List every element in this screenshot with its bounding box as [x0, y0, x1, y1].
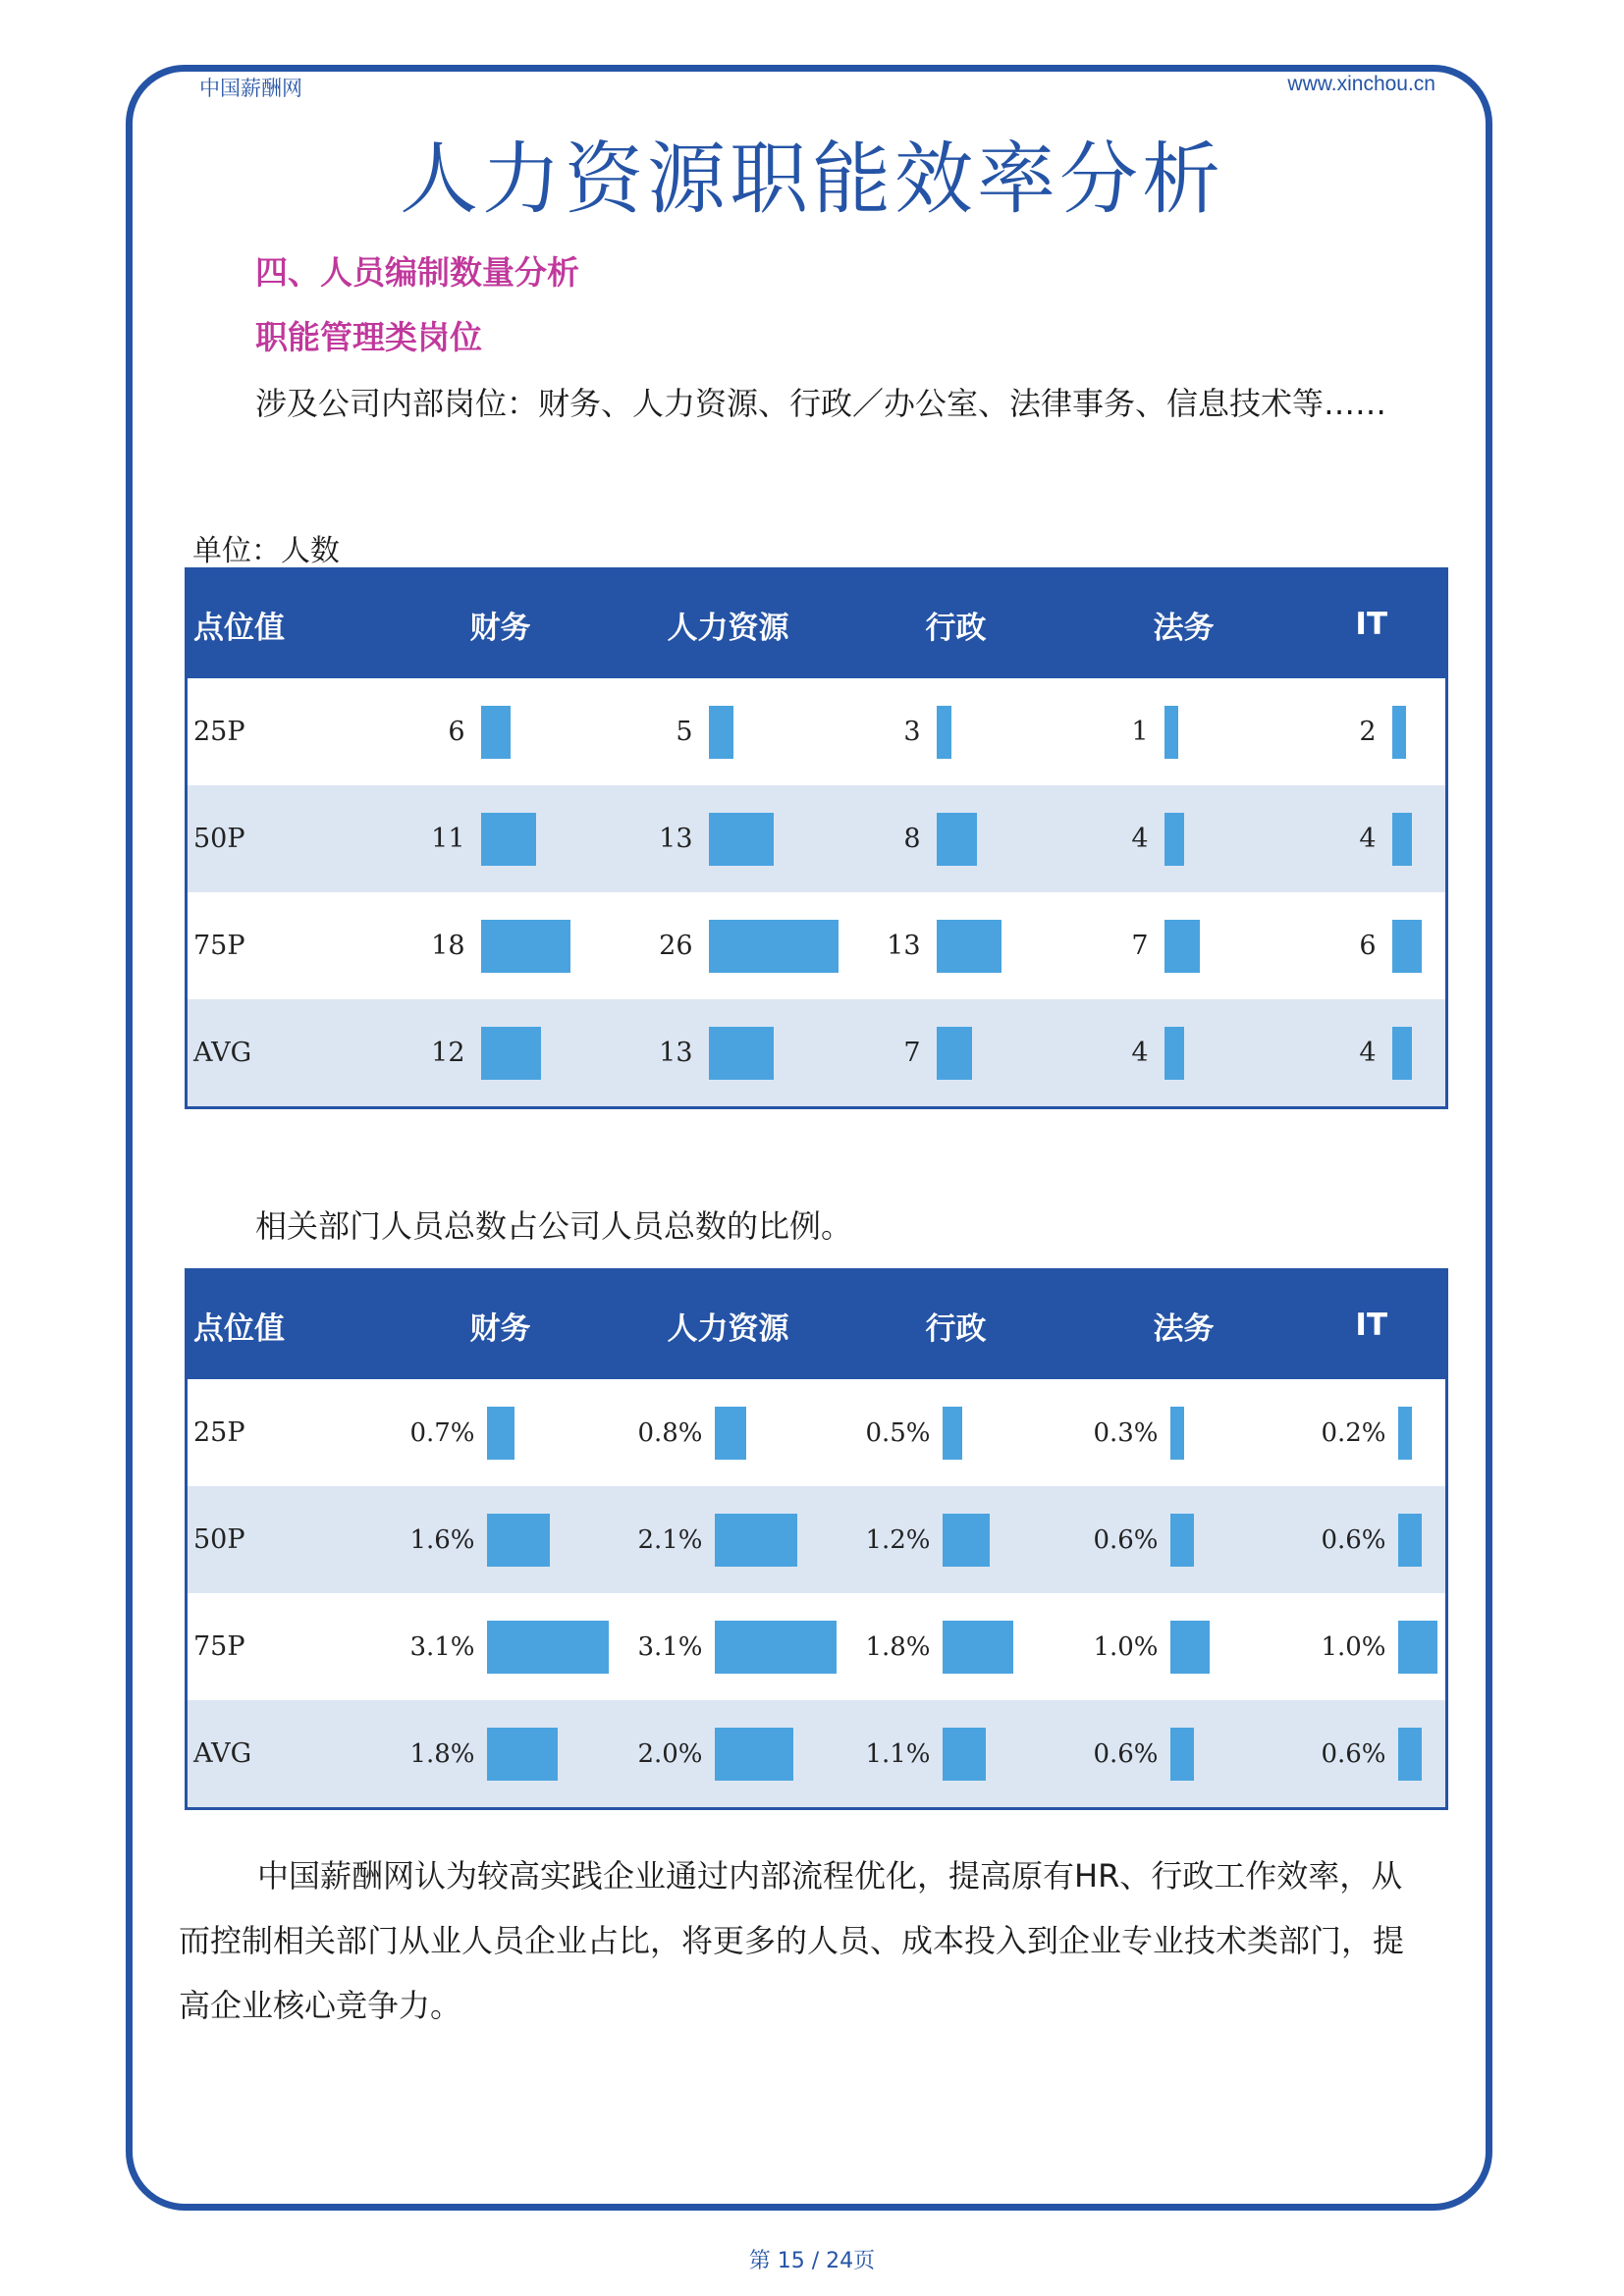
data-cell	[387, 999, 615, 1108]
data-cell	[1070, 999, 1298, 1108]
data-cell	[1298, 892, 1447, 999]
data-bar	[1398, 1514, 1422, 1567]
col-header: IT	[1298, 569, 1447, 679]
cell-value: 13	[887, 931, 921, 961]
data-cell	[615, 1486, 842, 1593]
data-cell	[1298, 1700, 1447, 1809]
data-bar	[1170, 1407, 1184, 1460]
col-header: 点位值	[187, 569, 387, 679]
intro-text: 涉及公司内部岗位：财务、人力资源、行政／办公室、法律事务、信息技术等……	[255, 385, 1387, 422]
col-header: 行政	[842, 1270, 1070, 1380]
data-cell	[1298, 785, 1447, 892]
data-bar	[1170, 1514, 1194, 1567]
table-row	[187, 999, 1447, 1108]
col-header: 法务	[1070, 1270, 1298, 1380]
data-bar	[715, 1728, 793, 1781]
data-bar	[487, 1728, 558, 1781]
data-cell	[387, 1700, 615, 1809]
cell-value: 18	[431, 931, 465, 961]
col-header: 法务	[1070, 569, 1298, 679]
table-row	[187, 1700, 1447, 1809]
data-bar	[943, 1621, 1013, 1674]
table-header-row	[187, 1270, 1447, 1380]
col-header: 人力资源	[615, 569, 842, 679]
cell-value: 0.7%	[409, 1417, 475, 1448]
table-row	[187, 678, 1447, 785]
data-cell	[387, 678, 615, 785]
data-bar	[937, 1027, 972, 1080]
data-cell	[1070, 1700, 1298, 1809]
col-header: 人力资源	[615, 1270, 842, 1380]
data-bar	[1164, 813, 1184, 866]
cell-value: 12	[431, 1038, 465, 1068]
data-cell	[1070, 678, 1298, 785]
data-bar	[709, 1027, 774, 1080]
cell-value: 1	[1131, 717, 1149, 747]
data-bar	[1164, 1027, 1184, 1080]
data-bar	[715, 1621, 837, 1674]
row-label: 75P	[193, 1631, 245, 1662]
cell-value: 1.8%	[865, 1631, 931, 1662]
data-cell	[1070, 785, 1298, 892]
data-cell	[1070, 892, 1298, 999]
data-cell	[615, 678, 842, 785]
row-label: 50P	[187, 1486, 387, 1593]
table-row	[187, 785, 1447, 892]
col-header: 财务	[387, 569, 615, 679]
data-cell	[842, 892, 1070, 999]
data-bar	[1392, 706, 1406, 759]
cell-value: 13	[659, 1038, 693, 1068]
data-bar	[481, 706, 511, 759]
data-bar	[709, 920, 839, 973]
table-row	[187, 892, 1447, 999]
data-bar	[1398, 1621, 1437, 1674]
conclusion-line: 高企业核心竞争力。	[179, 1987, 462, 2024]
data-cell	[1298, 1379, 1447, 1486]
conclusion-line: 中国薪酬网认为较高实践企业通过内部流程优化，提高原有HR、行政工作效率，从	[257, 1857, 1403, 1895]
data-cell	[615, 1593, 842, 1700]
data-bar	[1164, 706, 1178, 759]
col-header: 财务	[387, 1270, 615, 1380]
data-cell	[842, 678, 1070, 785]
cell-value: 4	[1359, 1038, 1377, 1068]
data-cell	[1070, 1486, 1298, 1593]
ratio-table	[185, 1268, 1448, 1810]
cell-value: 8	[903, 824, 921, 854]
cell-value: 3.1%	[637, 1631, 703, 1662]
data-cell	[615, 1379, 842, 1486]
data-cell	[387, 1379, 615, 1486]
data-cell	[615, 1700, 842, 1809]
data-cell	[1070, 1379, 1298, 1486]
data-bar	[1392, 813, 1412, 866]
data-cell	[1298, 999, 1447, 1108]
data-bar	[937, 920, 1001, 973]
data-bar	[709, 706, 733, 759]
data-bar	[943, 1514, 990, 1567]
header-site-url[interactable]: www.xinchou.cn	[1287, 73, 1435, 95]
data-cell	[842, 999, 1070, 1108]
data-cell	[615, 999, 842, 1108]
data-cell	[387, 892, 615, 999]
row-label: AVG	[187, 1700, 387, 1809]
sub-heading: 职能管理类岗位	[255, 318, 482, 356]
data-bar	[487, 1621, 609, 1674]
data-bar	[1170, 1621, 1210, 1674]
cell-value: 11	[431, 824, 465, 854]
table-row	[187, 1486, 1447, 1593]
data-cell	[842, 1700, 1070, 1809]
cell-value: 0.6%	[1093, 1738, 1159, 1769]
unit-label: 单位：人数	[192, 534, 340, 568]
data-cell	[615, 785, 842, 892]
data-bar	[937, 813, 977, 866]
cell-value: 1.8%	[409, 1738, 475, 1769]
data-cell	[615, 892, 842, 999]
col-header: 点位值	[187, 1270, 387, 1380]
data-bar	[1398, 1728, 1422, 1781]
cell-value: 6	[448, 717, 465, 747]
page-title: 人力资源职能效率分析	[400, 133, 1224, 225]
cell-value: 1.1%	[865, 1738, 931, 1769]
data-cell	[1070, 1593, 1298, 1700]
table-row	[187, 1593, 1447, 1700]
data-cell	[842, 1486, 1070, 1593]
cell-value: 4	[1131, 1038, 1149, 1068]
data-cell	[842, 1593, 1070, 1700]
cell-value: 6	[1359, 931, 1377, 961]
cell-value: 4	[1131, 824, 1149, 854]
data-cell	[387, 1486, 615, 1593]
data-cell	[387, 1593, 615, 1700]
data-bar	[487, 1514, 550, 1567]
data-bar	[1398, 1407, 1412, 1460]
row-label: AVG	[187, 999, 387, 1108]
header-site-name: 中国薪酬网	[199, 77, 302, 100]
data-cell	[1298, 1486, 1447, 1593]
data-bar	[481, 920, 570, 973]
cell-value: 0.6%	[1321, 1524, 1386, 1555]
cell-value: 5	[676, 717, 693, 747]
data-bar	[943, 1728, 986, 1781]
data-bar	[1164, 920, 1200, 973]
col-header: IT	[1298, 1270, 1447, 1380]
data-cell	[1298, 678, 1447, 785]
cell-value: 0.6%	[1093, 1524, 1159, 1555]
col-header: 行政	[842, 569, 1070, 679]
row-label: 50P	[187, 785, 387, 892]
table-header-row	[187, 569, 1447, 679]
data-cell	[842, 785, 1070, 892]
cell-value: 0.8%	[637, 1417, 703, 1448]
data-cell	[842, 1379, 1070, 1486]
data-bar	[937, 706, 951, 759]
cell-value: 2	[1359, 717, 1377, 747]
data-bar	[1392, 920, 1422, 973]
cell-value: 0.5%	[865, 1417, 931, 1448]
cell-value: 0.6%	[1321, 1738, 1386, 1769]
headcount-table	[185, 567, 1448, 1109]
cell-value: 1.6%	[409, 1524, 475, 1555]
cell-value: 26	[659, 931, 693, 961]
data-bar	[715, 1514, 797, 1567]
cell-value: 1.0%	[1321, 1631, 1386, 1662]
data-bar	[1392, 1027, 1412, 1080]
data-bar	[481, 813, 536, 866]
data-cell	[1298, 1593, 1447, 1700]
cell-value: 4	[1359, 824, 1377, 854]
ratio-caption: 相关部门人员总数占公司人员总数的比例。	[255, 1207, 853, 1245]
data-bar	[943, 1407, 962, 1460]
section-heading: 四、人员编制数量分析	[255, 253, 579, 292]
cell-value: 3.1%	[409, 1631, 475, 1662]
cell-value: 1.2%	[865, 1524, 931, 1555]
data-bar	[481, 1027, 541, 1080]
cell-value: 7	[1131, 931, 1149, 961]
cell-value: 1.0%	[1093, 1631, 1159, 1662]
cell-value: 7	[903, 1038, 921, 1068]
data-bar	[487, 1407, 514, 1460]
data-bar	[715, 1407, 746, 1460]
cell-value: 0.3%	[1093, 1417, 1159, 1448]
cell-value: 13	[659, 824, 693, 854]
data-cell	[387, 785, 615, 892]
page-number: 第 15 / 24页	[748, 2249, 876, 2273]
data-bar	[709, 813, 774, 866]
cell-value: 2.1%	[637, 1524, 703, 1555]
row-label: 25P	[193, 1417, 245, 1448]
data-bar	[1170, 1728, 1194, 1781]
table-row	[187, 1379, 1447, 1486]
cell-value: 3	[903, 717, 921, 747]
row-label: 25P	[193, 717, 245, 747]
cell-value: 0.2%	[1321, 1417, 1386, 1448]
conclusion-line: 而控制相关部门从业人员企业占比，将更多的人员、成本投入到企业专业技术类部门，提	[179, 1922, 1405, 1959]
row-label: 75P	[193, 931, 245, 961]
cell-value: 2.0%	[637, 1738, 703, 1769]
